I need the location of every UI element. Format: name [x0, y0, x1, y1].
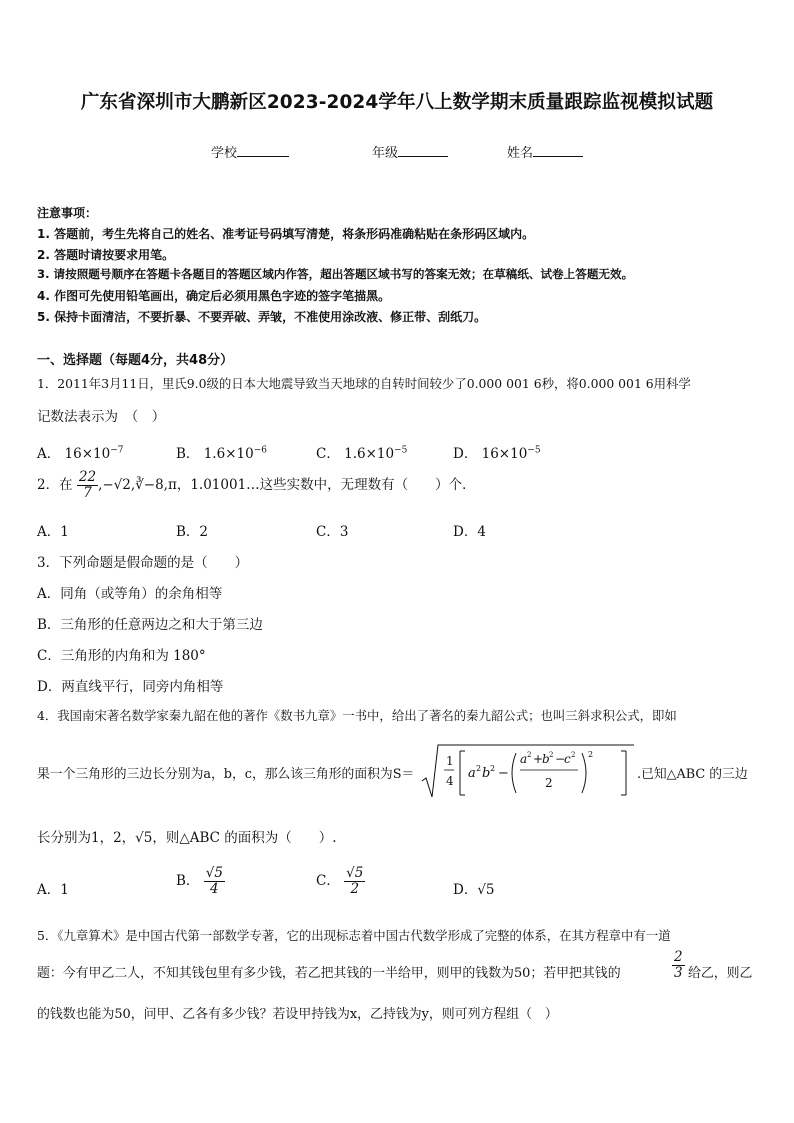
name-field[interactable] [507, 142, 583, 161]
svg-text:−: − [555, 752, 566, 766]
name-blank[interactable] [533, 144, 583, 157]
school-blank[interactable] [237, 144, 289, 157]
name-label: 姓名 [507, 146, 534, 161]
svg-text:2: 2 [549, 751, 554, 759]
q2-stem: 2．在 $\frac{22}{7}$ ,−√2,∛−8,π，1.01001…这些实数中，无理数有（ ）个． [37, 469, 476, 501]
q5-stem-line1: 5．《九章算术》是中国古代第一部数学专著，它的出现标志着中国古代数学形成了完整的体系，在其方程章中有一道 [37, 928, 671, 943]
svg-text:4: 4 [446, 774, 454, 788]
svg-text:b: b [542, 752, 550, 766]
svg-text:2: 2 [545, 776, 553, 790]
notes-heading: 注意事项： [37, 206, 98, 220]
note-item: 3. 请按照题号顺序在答题卡各题目的答题区域内作答，超出答题区域书写的答案无效；在草稿纸、试卷上答题无效。 [37, 267, 634, 281]
grade-field[interactable] [372, 142, 448, 161]
q3-option-b[interactable]: B．三角形的任意两边之和大于第三边 [37, 617, 263, 633]
qin-jiushao-formula [420, 741, 636, 801]
svg-text:2: 2 [571, 751, 576, 759]
q1-stem-line1: 1．2011年3月11日，里氏9.0级的日本大地震导致当天地球的自转时间较少了0.000 001 6秒，将0.000 001 6用科学 [37, 376, 691, 391]
svg-text:b: b [482, 766, 491, 781]
q4-stem-line2b: .已知△ABC 的三边 [637, 767, 748, 782]
svg-text:+: + [533, 752, 544, 766]
q2-fraction: $\frac{22}{7}$ [78, 469, 97, 501]
q5-fraction: $\frac{2}{3}$ [674, 949, 683, 981]
svg-text:c: c [564, 752, 571, 766]
grade-label: 年级 [372, 146, 399, 161]
q4-stem-line2a: 果一个三角形的三边长分别为a，b，c，那么该三角形的面积为S＝ [37, 767, 415, 782]
q4-option-c[interactable]: C． $\frac{√5}{2}$ [316, 865, 364, 897]
q4-option-a[interactable]: A．1 [37, 882, 69, 898]
q4-option-d[interactable]: D．√5 [453, 882, 495, 898]
q3-option-d[interactable]: D．两直线平行，同旁内角相等 [37, 679, 224, 695]
svg-text:2: 2 [490, 764, 496, 773]
q4-stem-line1: 4．我国南宋著名数学家秦九韶在他的著作《数书九章》一书中，给出了著名的秦九韶公式；也叫三斜求积公式，即如 [37, 708, 677, 723]
q4-stem-line3: 长分别为1，2，√5，则△ABC 的面积为（ ）. [37, 830, 337, 846]
svg-text:−: − [498, 766, 509, 781]
section-heading: 一、选择题（每题4分，共48分） [37, 353, 234, 368]
svg-text:1: 1 [446, 754, 454, 768]
svg-text:a: a [468, 766, 476, 781]
q5-stem-line2a: 题：今有甲乙二人，不知其钱包里有多少钱，若乙把其钱的一半给甲，则甲的钱数为50；若甲把其钱的 [37, 966, 621, 981]
note-item: 2. 答题时请按要求用笔。 [37, 248, 175, 262]
svg-text:2: 2 [527, 751, 532, 759]
svg-text:2: 2 [588, 750, 594, 759]
note-item: 5. 保持卡面清洁，不要折暴、不要弄破、弄皱，不准使用涂改液、修正带、刮纸刀。 [37, 310, 487, 324]
svg-text:a: a [520, 752, 528, 766]
note-item: 4. 作图可先使用铅笔画出，确定后必须用黑色字迹的签字笔描黑。 [37, 289, 391, 303]
q1-option-c[interactable]: C． $1.6\times 10^{-5}$ [316, 445, 408, 462]
q2-option-d[interactable]: D．4 [453, 524, 486, 540]
school-field[interactable] [211, 142, 289, 161]
q5-stem-line3: 的钱数也能为50，问甲、乙各有多少钱？若设甲持钱为x，乙持钱为y，则可列方程组（ ） [37, 1007, 558, 1022]
note-item: 1. 答题前，考生先将自己的姓名、准考证号码填写清楚，将条形码准确粘贴在条形码区域内。 [37, 227, 535, 241]
exam-title: 广东省深圳市大鹏新区2023-2024学年八上数学期末质量跟踪监视模拟试题 [80, 92, 714, 113]
q3-option-c[interactable]: C．三角形的内角和为 180° [37, 648, 206, 664]
q2-option-c[interactable]: C．3 [316, 524, 349, 540]
q1-stem-line2: 记数法表示为 （ ） [37, 409, 166, 425]
q4-option-b[interactable]: B． $\frac{√5}{4}$ [176, 865, 223, 897]
q1-option-a[interactable]: A． $16\times 10^{-7}$ [37, 445, 124, 462]
q5-stem-line2b: 给乙，则乙 [688, 966, 753, 981]
q2-option-a[interactable]: A．1 [37, 524, 69, 540]
q3-option-a[interactable]: A．同角（或等角）的余角相等 [37, 586, 223, 602]
school-label: 学校 [211, 146, 238, 161]
q3-stem: 3．下列命题是假命题的是（ ） [37, 555, 249, 571]
q1-option-d[interactable]: D． $16\times 10^{-5}$ [453, 445, 541, 462]
q2-option-b[interactable]: B．2 [176, 524, 209, 540]
svg-text:2: 2 [476, 764, 482, 773]
q1-option-b[interactable]: B． $1.6\times 10^{-6}$ [176, 445, 267, 462]
grade-blank[interactable] [398, 144, 448, 157]
